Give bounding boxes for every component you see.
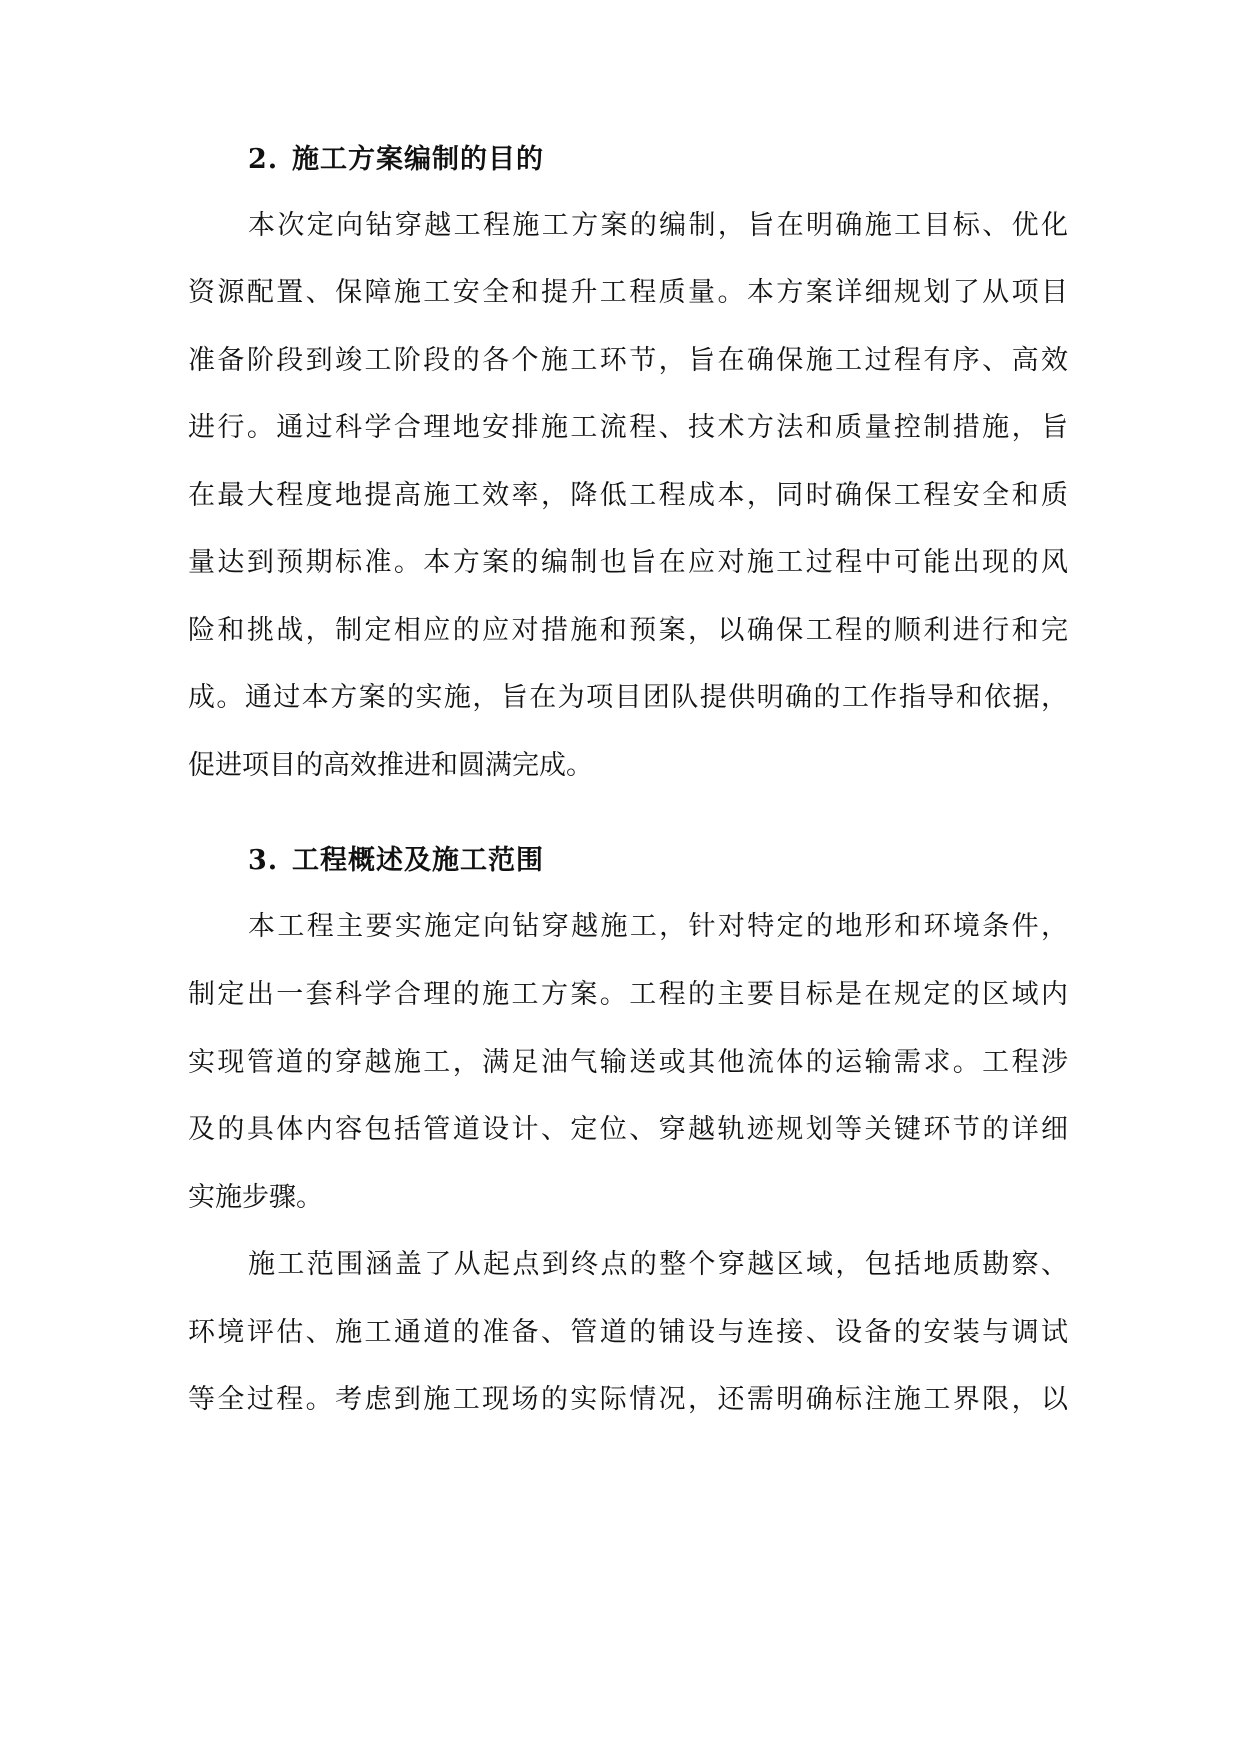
paragraph-line: 成。通过本方案的实施，旨在为项目团队提供明确的工作指导和依据， <box>188 682 1068 713</box>
section-title: 施工方案编制的目的 <box>292 144 544 175</box>
paragraph-line: 施工范围涵盖了从起点到终点的整个穿越区域，包括地质勘察、 <box>248 1249 1068 1280</box>
paragraph-line: 制定出一套科学合理的施工方案。工程的主要目标是在规定的区域内 <box>188 979 1068 1010</box>
paragraph-line: 本次定向钻穿越工程施工方案的编制，旨在明确施工目标、优化 <box>248 210 1068 241</box>
section-title: 工程概述及施工范围 <box>292 845 544 876</box>
paragraph-line: 环境评估、施工通道的准备、管道的铺设与连接、设备的安装与调试 <box>188 1317 1068 1348</box>
section-heading-3 <box>248 838 544 877</box>
paragraph-line: 准备阶段到竣工阶段的各个施工环节，旨在确保施工过程有序、高效 <box>188 345 1068 376</box>
section-number: 2. <box>248 144 279 175</box>
section-number: 3. <box>248 845 279 876</box>
paragraph-line: 在最大程度地提高施工效率，降低工程成本，同时确保工程安全和质 <box>188 480 1068 511</box>
paragraph-line: 资源配置、保障施工安全和提升工程质量。本方案详细规划了从项目 <box>188 277 1068 308</box>
paragraph-line: 进行。通过科学合理地安排施工流程、技术方法和质量控制措施，旨 <box>188 412 1068 443</box>
paragraph-line: 及的具体内容包括管道设计、定位、穿越轨迹规划等关键环节的详细 <box>188 1114 1068 1145</box>
paragraph-line: 实现管道的穿越施工，满足油气输送或其他流体的运输需求。工程涉 <box>188 1047 1068 1078</box>
section-heading-2 <box>248 137 544 176</box>
paragraph-line: 促进项目的高效推进和圆满完成。 <box>188 750 593 781</box>
paragraph-line: 实施步骤。 <box>188 1182 323 1213</box>
paragraph-line: 等全过程。考虑到施工现场的实际情况，还需明确标注施工界限，以 <box>188 1384 1068 1415</box>
paragraph-line: 本工程主要实施定向钻穿越施工，针对特定的地形和环境条件， <box>248 911 1068 942</box>
paragraph-line: 险和挑战，制定相应的应对措施和预案，以确保工程的顺利进行和完 <box>188 615 1068 646</box>
paragraph-line: 量达到预期标准。本方案的编制也旨在应对施工过程中可能出现的风 <box>188 547 1068 578</box>
